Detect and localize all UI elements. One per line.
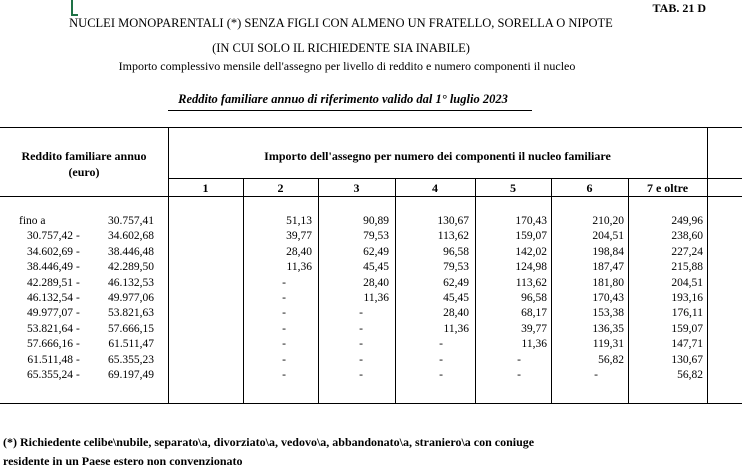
table-top-border: [0, 127, 742, 128]
income-from: 42.289,51: [27, 277, 73, 289]
income-from: 61.511,48: [27, 354, 73, 366]
amount-cell: -: [282, 354, 286, 366]
table-bottom-border: [0, 403, 742, 404]
title-line-1: [0, 16, 742, 31]
amount-cell: 56,82: [598, 354, 624, 366]
income-from: 53.821,64: [27, 323, 73, 335]
income-separator: -: [76, 338, 80, 350]
amount-cell: 96,58: [443, 246, 469, 258]
income-separator: -: [76, 354, 80, 366]
amount-cell: 136,35: [592, 323, 624, 335]
income-to: 65.355,23: [108, 354, 154, 366]
amount-cell: 119,31: [592, 338, 624, 350]
amount-group-header: Importo dell'assegno per numero dei componenti il nucleo familiare: [264, 149, 611, 163]
amount-cell: 51,13: [286, 215, 312, 227]
col-header-7: 7 e oltre: [646, 181, 689, 195]
amount-cell: 62,49: [443, 277, 469, 289]
title-line-3-text: Importo complessivo mensile dell'assegno per livello di reddito e numero componenti il nucleo: [118, 59, 576, 73]
income-to: 57.666,15: [108, 323, 154, 335]
amount-cell: -: [439, 338, 443, 350]
amount-cell: 193,16: [671, 292, 703, 304]
income-separator: -: [76, 292, 80, 304]
amount-cell: 187,47: [592, 261, 624, 273]
amount-cell: -: [359, 338, 363, 350]
amount-cell: 68,17: [521, 307, 547, 319]
amount-cell: 170,43: [592, 292, 624, 304]
income-separator: -: [76, 261, 80, 273]
amount-cell: -: [282, 338, 286, 350]
amount-cell: 62,49: [363, 246, 389, 258]
amount-cell: 28,40: [443, 307, 469, 319]
col-header-2: 2: [277, 181, 284, 195]
amount-cell: 11,36: [363, 292, 389, 304]
amount-cell: 28,40: [286, 246, 312, 258]
income-from: 34.602,69: [27, 246, 73, 258]
amount-cell: 124,98: [515, 261, 547, 273]
income-to: 46.132,53: [108, 277, 154, 289]
amount-cell: -: [282, 369, 286, 381]
amount-cell: -: [282, 292, 286, 304]
amount-cell: 170,43: [515, 215, 547, 227]
col-header-5: 5: [510, 181, 516, 195]
footnote-line-1: (*) Richiedente celibe\nubile, separato\a, divorziato\a, vedovo\a, abbandonato\a, straniero\a con coniuge: [3, 435, 535, 449]
amount-cell: 227,24: [671, 246, 703, 258]
col-header-4: 4: [432, 181, 438, 195]
amount-cell: 142,02: [515, 246, 547, 258]
amount-cell: 147,71: [671, 338, 703, 350]
income-to: 49.977,06: [108, 292, 154, 304]
income-to: 30.757,41: [108, 215, 154, 227]
amount-cell: -: [359, 323, 363, 335]
amount-cell: 130,67: [437, 215, 469, 227]
amount-cell: 204,51: [592, 230, 624, 242]
amount-cell: 159,07: [515, 230, 547, 242]
income-header-line1: Reddito familiare annuo: [21, 149, 147, 163]
col-header-6: 6: [586, 181, 593, 195]
income-to: 69.197,49: [108, 369, 154, 381]
amount-cell: 176,11: [671, 307, 703, 319]
amount-cell: 11,36: [286, 261, 312, 273]
income-to: 61.511,47: [108, 338, 154, 350]
income-from: 30.757,42: [27, 230, 73, 242]
amount-cell: 90,89: [363, 215, 389, 227]
amount-cell: 79,53: [443, 261, 469, 273]
income-from: 38.446,49: [27, 261, 73, 273]
amount-cell: 159,07: [671, 323, 703, 335]
amount-cell: 210,20: [592, 215, 624, 227]
col-border-6: [628, 178, 629, 403]
amount-cell: -: [517, 354, 521, 366]
income-from: 57.666,16: [27, 338, 73, 350]
income-separator: -: [76, 246, 80, 258]
subtitle-underline: [168, 110, 532, 111]
amount-cell: 56,82: [677, 369, 703, 381]
amount-cell: -: [594, 369, 598, 381]
amount-cell: 11,36: [521, 338, 547, 350]
amount-cell: -: [359, 354, 363, 366]
amount-cell: -: [439, 354, 443, 366]
title-line-3: [0, 59, 742, 74]
amount-cell: -: [359, 307, 363, 319]
header-bottom-border: [0, 196, 742, 197]
amount-cell: 113,62: [437, 230, 469, 242]
amount-cell: 198,84: [592, 246, 624, 258]
subtitle-text: Reddito familiare annuo di riferimento valido dal 1° luglio 2023: [178, 92, 508, 106]
table-right-border: [707, 127, 708, 403]
income-separator: -: [76, 277, 80, 289]
amount-cell: 153,38: [592, 307, 624, 319]
amount-cell: 39,77: [521, 323, 547, 335]
table-reference: TAB. 21 D: [652, 1, 706, 15]
amount-cell: -: [282, 323, 286, 335]
income-to: 38.446,48: [108, 246, 154, 258]
title-line-2: [0, 41, 742, 56]
subtitle: [0, 92, 742, 107]
income-from: fino a: [19, 215, 46, 227]
amount-cell: -: [517, 369, 521, 381]
title-line-1-text: NUCLEI MONOPARENTALI (*) SENZA FIGLI CON ALMENO UN FRATELLO, SORELLA O NIPOTE: [69, 16, 613, 30]
header-divider: [168, 178, 742, 179]
income-to: 42.289,50: [108, 261, 154, 273]
income-from: 49.977,07: [27, 307, 73, 319]
amount-cell: 45,45: [443, 292, 469, 304]
amount-cell: 249,96: [671, 215, 703, 227]
col-header-3: 3: [353, 181, 360, 195]
income-separator: -: [76, 230, 80, 242]
income-separator: -: [76, 369, 80, 381]
amount-cell: -: [359, 369, 363, 381]
income-separator: -: [76, 323, 80, 335]
amount-cell: 204,51: [671, 277, 703, 289]
income-separator: -: [76, 307, 80, 319]
amount-cell: 28,40: [363, 277, 389, 289]
title-line-2-text: (IN CUI SOLO IL RICHIEDENTE SIA INABILE): [212, 41, 470, 55]
income-col-border: [168, 127, 169, 403]
amount-cell: 45,45: [363, 261, 389, 273]
amount-cell: 181,80: [592, 277, 624, 289]
amount-cell: 79,53: [363, 230, 389, 242]
amount-cell: 113,62: [515, 277, 547, 289]
amount-cell: 39,77: [286, 230, 312, 242]
amount-cell: -: [439, 369, 443, 381]
income-from: 65.355,24: [27, 369, 73, 381]
footnote-line-2: residente in un Paese estero non convenzionato: [3, 454, 243, 468]
amount-cell: 130,67: [671, 354, 703, 366]
income-to: 34.602,68: [108, 230, 154, 242]
income-from: 46.132,54: [27, 292, 73, 304]
income-to: 53.821,63: [108, 307, 154, 319]
col-header-1: 1: [202, 181, 209, 195]
amount-cell: 238,60: [671, 230, 703, 242]
amount-cell: -: [282, 277, 286, 289]
amount-cell: 215,88: [671, 261, 703, 273]
amount-cell: 96,58: [521, 292, 547, 304]
amount-cell: 11,36: [443, 323, 469, 335]
amount-cell: -: [282, 307, 286, 319]
income-header-line2: (euro): [68, 165, 100, 179]
